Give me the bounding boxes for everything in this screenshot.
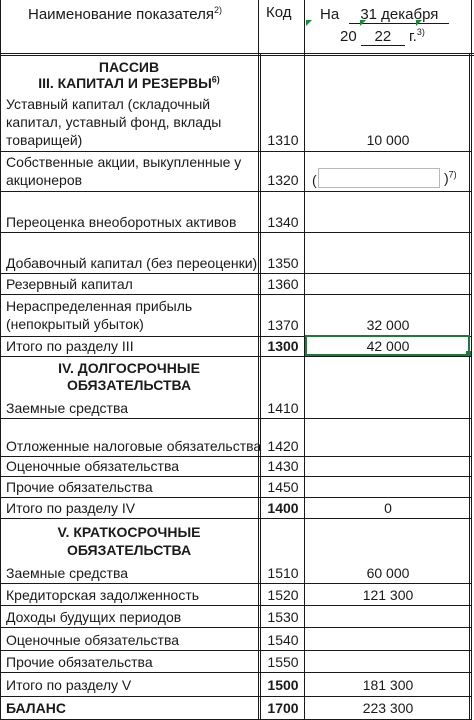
grid-hline	[0, 497, 472, 498]
row-1350-code: 1350	[267, 255, 299, 271]
row-1370-name-line2: (непокрытый убыток)	[6, 316, 144, 332]
row-1410-code: 1410	[267, 400, 299, 416]
row-1510-code: 1510	[267, 565, 299, 581]
grid-hline	[0, 672, 472, 673]
grid-hline	[0, 456, 472, 457]
selected-cell-outline	[305, 335, 470, 356]
cell-marker	[416, 20, 422, 26]
header-year-note: 3)	[416, 27, 425, 37]
grid-hline	[0, 273, 472, 274]
row-1320-name	[6, 154, 241, 189]
row-1430-name: Оценочные обязательства	[6, 458, 180, 474]
row-1420-name: Отложенные налоговые обязательства	[6, 438, 262, 454]
header-year-value: 22	[361, 28, 405, 46]
row-1370-code: 1370	[267, 317, 299, 333]
row-1400-code: 1400	[267, 500, 299, 516]
row-1510-value[interactable]: 60 000	[366, 565, 410, 581]
row-1320-note: 7)	[448, 169, 457, 180]
grid-hline	[0, 53, 474, 54]
row-1370-value[interactable]: 32 000	[366, 317, 410, 333]
row-1450-name: Прочие обязательства	[6, 479, 153, 495]
row-1700-value[interactable]: 223 300	[362, 700, 414, 716]
row-1340-code: 1340	[267, 214, 299, 230]
grid-hline	[0, 151, 472, 152]
row-1310-name-line1: Уставный капитал (складочный	[6, 96, 211, 112]
row-1400-value[interactable]: 0	[384, 500, 392, 516]
header-name-label: Наименование показателя	[28, 6, 214, 23]
grid-hline	[0, 418, 472, 419]
row-1530-name: Доходы будущих периодов	[6, 609, 182, 625]
row-1550-name: Прочие обязательства	[6, 654, 153, 670]
row-1310-name-line2: капитал, уставный фонд, вклады	[6, 114, 222, 130]
section-passive: ПАССИВ	[98, 59, 160, 75]
cell-marker	[306, 20, 312, 26]
row-1540-code: 1540	[267, 632, 299, 648]
row-1360-code: 1360	[267, 276, 299, 292]
fill-handle[interactable]	[466, 351, 471, 356]
grid-hline	[0, 627, 472, 628]
row-1310-value[interactable]: 10 000	[366, 132, 410, 148]
section-shortterm-line2: ОБЯЗАТЕЛЬСТВА	[66, 542, 192, 558]
row-1320-value-cell[interactable]	[318, 168, 440, 188]
row-1310-name	[6, 96, 221, 149]
row-1700-name: БАЛАНС	[6, 700, 66, 716]
row-1320-open-paren: (	[312, 172, 317, 188]
row-1350-name: Добавочный капитал (без переоценки)	[6, 255, 258, 271]
grid-hline	[0, 476, 472, 477]
row-1370-name-line1: Нераспределенная прибыль	[6, 298, 193, 314]
row-1500-code: 1500	[267, 677, 299, 693]
header-name-note: 2)	[214, 5, 223, 15]
grid-hline	[0, 605, 472, 606]
row-1450-code: 1450	[267, 479, 299, 495]
grid-hline	[0, 55, 474, 56]
row-1320-close-paren	[444, 170, 457, 187]
grid-vline-double-right	[469, 54, 470, 720]
row-1320-close-label: )	[444, 170, 449, 186]
header-date	[320, 6, 449, 24]
row-1320-name-line2: акционеров	[6, 172, 83, 188]
row-1300-value[interactable]: 42 000	[366, 338, 410, 354]
grid-hline	[0, 518, 472, 519]
row-1300-code: 1300	[267, 338, 299, 354]
grid-hline	[0, 356, 472, 357]
row-1500-value[interactable]: 181 300	[362, 677, 414, 693]
section-capital-note: 6)	[211, 74, 220, 85]
header-year-suffix: г.	[409, 28, 417, 45]
row-1520-name: Кредиторская задолженность	[6, 587, 200, 603]
header-year	[340, 28, 425, 46]
grid-hline	[0, 191, 472, 192]
grid-hline	[0, 650, 472, 651]
section-longterm-line1: IV. ДОЛГОСРОЧНЫЕ	[58, 360, 200, 376]
header-name-column	[28, 6, 222, 23]
row-1400-name: Итого по разделу IV	[6, 500, 136, 516]
row-1520-code: 1520	[267, 587, 299, 603]
grid-hline	[0, 232, 472, 233]
row-1520-value[interactable]: 121 300	[362, 587, 414, 603]
row-1310-code: 1310	[267, 132, 299, 148]
header-date-value: 31 декабря	[349, 6, 449, 24]
grid-hline	[0, 696, 472, 697]
header-year-prefix: 20	[340, 28, 357, 45]
grid-hline	[0, 583, 472, 584]
section-capital-label: III. КАПИТАЛ И РЕЗЕРВЫ	[38, 75, 212, 91]
row-1700-code: 1700	[267, 700, 299, 716]
cell-marker	[360, 20, 366, 26]
row-1320-name-line1: Собственные акции, выкупленные у	[6, 154, 242, 170]
row-1500-name: Итого по разделу V	[6, 677, 132, 693]
row-1420-code: 1420	[267, 438, 299, 454]
row-1410-name: Заемные средства	[6, 400, 129, 416]
row-1540-name: Оценочные обязательства	[6, 632, 180, 648]
grid-vline-right	[471, 0, 472, 720]
row-1340-name: Переоценка внеоборотных активов	[6, 214, 237, 230]
grid-vline-name-code	[258, 0, 259, 720]
row-1530-code: 1530	[267, 609, 299, 625]
row-1510-name: Заемные средства	[6, 565, 129, 581]
section-shortterm-line1: V. КРАТКОСРОЧНЫЕ	[57, 524, 201, 540]
row-1360-name: Резервный капитал	[6, 276, 133, 292]
grid-hline	[0, 294, 472, 295]
row-1370-name	[6, 298, 192, 333]
row-1430-code: 1430	[267, 458, 299, 474]
row-1320-code: 1320	[267, 172, 299, 188]
header-code-column: Код	[266, 4, 292, 21]
grid-vline-code-value	[304, 0, 305, 720]
row-1300-name: Итого по разделу III	[6, 338, 134, 354]
grid-vline-double-left	[260, 54, 261, 720]
section-capital-title	[0, 74, 258, 92]
row-1310-name-line3: товарищей)	[6, 132, 83, 148]
row-1550-code: 1550	[267, 654, 299, 670]
header-date-prefix: На	[320, 6, 340, 23]
section-longterm-line2: ОБЯЗАТЕЛЬСТВА	[66, 377, 192, 393]
